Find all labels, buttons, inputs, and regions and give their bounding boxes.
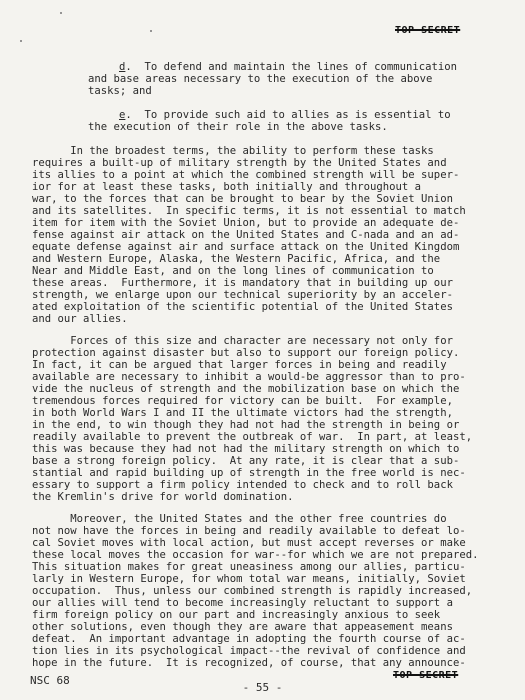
page-number: - 55 -	[242, 681, 283, 694]
item-d-line-3: tasks; and	[88, 85, 152, 97]
p1-line: and our allies.	[32, 313, 128, 325]
p1-line: In the broadest terms, the ability to perform these tasks	[32, 145, 434, 157]
p1-line: strength, we enlarge upon our technical superiority by an acceler-	[32, 289, 453, 301]
p2-line: this was because they had not had the military strength on which to	[32, 443, 460, 455]
p2-line: tremendous forces required for victory can be built. For example,	[32, 395, 453, 407]
p2-line: the Kremlin's drive for world domination.	[32, 491, 294, 503]
p1-line: Near and Middle East, and on the long lines of communication to	[32, 265, 434, 277]
p2-line: in the end, to win though they had not had the strength in being or	[32, 419, 460, 431]
p3-line: hope in the future. It is recognized, of course, that any announce-	[32, 657, 466, 669]
item-d-marker: d	[119, 61, 126, 73]
scan-speck	[20, 40, 22, 42]
scan-speck	[60, 12, 62, 14]
p2-line: stantial and rapid building up of strength in the free world is nec-	[32, 467, 466, 479]
p2-line: readily available to prevent the outbreak of war. In part, at least,	[32, 431, 473, 443]
scan-speck	[150, 30, 152, 32]
p2-line: essary to support a firm policy intended to check and to roll back	[32, 479, 453, 491]
p1-line: these areas. Furthermore, it is mandatory that in building up our	[32, 277, 453, 289]
p2-line: available are necessary to inhibit a would-be aggressor than to pro-	[32, 371, 466, 383]
p1-line: item for item with the Soviet Union, but to provide an adequate de-	[32, 217, 460, 229]
p1-line: war, to the forces that can be brought to bear by the Soviet Union	[32, 193, 453, 205]
p2-line: protection against disaster but also to support our foreign policy.	[32, 347, 460, 359]
p1-line: its allies to a point at which the combined strength will be super-	[32, 169, 460, 181]
p2-line: in both World Wars I and II the ultimate victors had the strength,	[32, 407, 453, 419]
p3-line: Moreover, the United States and the other free countries do	[32, 513, 447, 525]
p1-line: ior for at least these tasks, both initially and throughout a	[32, 181, 422, 193]
p3-line: our allies will tend to become increasingly reluctant to support a	[32, 597, 453, 609]
p3-line: firm foreign policy on our part and increasingly anxious to seek	[32, 609, 441, 621]
p3-line: other solutions, even though they are aware that appeasement means	[32, 621, 453, 633]
p2-line: Forces of this size and character are necessary not only for	[32, 335, 453, 347]
item-e-line-1	[119, 109, 451, 121]
p3-line: these local moves the occasion for war--for which we are not prepared.	[32, 549, 479, 561]
p1-line: equate defense against air and surface attack on the United Kingdom	[32, 241, 460, 253]
item-e-line-2: the execution of their role in the above tasks.	[88, 121, 388, 133]
document-id: NSC 68	[30, 674, 70, 687]
p3-line: tion lies in its psychological impact--the revival of confidence and	[32, 645, 466, 657]
item-d-text: . To defend and maintain the lines of communication	[125, 61, 458, 73]
p1-line: and Western Europe, Alaska, the Western Pacific, Africa, and the	[32, 253, 441, 265]
p1-line: and its satellites. In specific terms, it is not essential to match	[32, 205, 466, 217]
p2-line: base a strong foreign policy. At any rate, it is clear that a sub-	[32, 455, 460, 467]
p3-line: not now have the forces in being and readily available to defeat lo-	[32, 525, 466, 537]
p2-line: In fact, it can be argued that larger forces in being and readily	[32, 359, 447, 371]
p3-line: cal Soviet moves with local action, but must accept reverses or make	[32, 537, 466, 549]
p1-line: ated exploitation of the scientific potential of the United States	[32, 301, 453, 313]
p1-line: requires a built-up of military strength by the United States and	[32, 157, 447, 169]
item-d-line-2: and base areas necessary to the execution of the above	[88, 73, 433, 85]
p3-line: larly in Western Europe, for whom total war means, initially, Soviet	[32, 573, 466, 585]
item-d-line-1	[119, 61, 457, 73]
p3-line: defeat. An important advantage in adopting the fourth course of ac-	[32, 633, 466, 645]
item-e-marker: e	[119, 109, 126, 121]
item-e-text: . To provide such aid to allies as is essential to	[125, 109, 451, 121]
p3-line: This situation makes for great uneasiness among our allies, particu-	[32, 561, 466, 573]
p1-line: fense against air attack on the United States and C-nada and an ad-	[32, 229, 460, 241]
top-secret-stamp-bottom: TOP SECRET	[393, 670, 459, 681]
top-secret-stamp-top: TOP SECRET	[395, 25, 461, 36]
p2-line: vide the nucleus of strength and the mobilization base on which the	[32, 383, 460, 395]
p3-line: occupation. Thus, unless our combined strength is rapidly increased,	[32, 585, 473, 597]
